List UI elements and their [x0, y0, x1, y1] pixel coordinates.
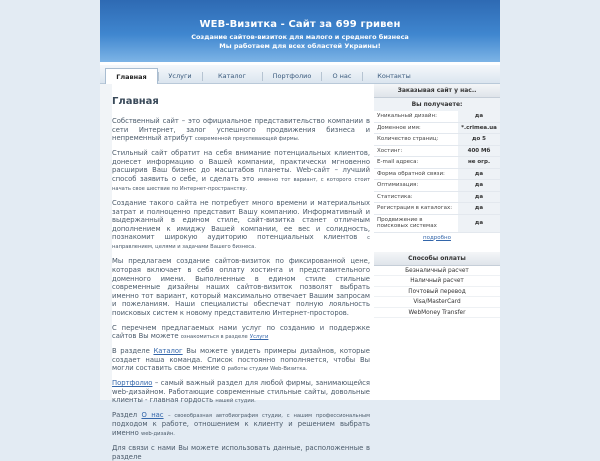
feature-label: Оптимизация:	[377, 182, 419, 188]
feature-value: да	[458, 215, 500, 232]
paragraph: Мы предлагаем создание сайтов-визиток по фиксированной цене, которая включает в себя оплату хостинга и представительного доменного имени. Выполненные в едином стиле стильные современные дизайны наших сайтов-визиток позволят выбрать именно тот вариант, который максимально отвечает Вашим запросам и пожеланиям. Наши специалисты обеспечат полную лояльность поисковых систем к новому представителю Интернет-просторов.	[112, 257, 370, 317]
paragraph-text: Стильный сайт обратит на себя внимание потенциальных клиентов, донесет информацию о Вашей компании, практически мгновенно расширив Ваш бизнес до масштабов планеты. Web-сайт – лучший способ заявить о себе, и сделать это	[112, 149, 370, 183]
main-content	[112, 84, 370, 461]
nav-divider	[362, 72, 363, 81]
site-subtitle-1: Создание сайтов-визиток для малого и среднего бизнеса	[191, 33, 409, 41]
about-link[interactable]: О нас	[141, 411, 164, 420]
tab-services[interactable]: Услуги	[168, 72, 192, 80]
feature-label: Уникальный дизайн:	[377, 113, 437, 119]
paragraph-small-text: нашей студии.	[215, 398, 256, 405]
feature-row	[374, 134, 500, 146]
feature-value: до 5	[458, 134, 500, 145]
feature-value: да	[458, 180, 500, 191]
paragraph-small-text: современной преуспевающей фирмы.	[194, 136, 300, 143]
paragraph	[112, 324, 370, 342]
feature-label: Регистрация в каталогах:	[377, 205, 453, 211]
main-nav	[100, 65, 500, 84]
payment-method: Наличный расчет	[374, 276, 500, 287]
paragraph-text: Раздел	[112, 411, 138, 420]
paragraph	[112, 117, 370, 143]
tab-home[interactable]: Главная	[105, 68, 158, 84]
paragraph-small-text: – своеобразная автобиография студии, с нашим профессиональным	[167, 413, 370, 420]
nav-divider	[321, 72, 322, 81]
feature-label: Хостинг:	[377, 147, 403, 154]
page-title: Главная	[112, 96, 159, 107]
sidebar-title: Заказывая сайт у нас..	[374, 84, 500, 98]
nav-divider	[262, 72, 263, 81]
paragraph-text: Вы можете увидеть примеры дизайнов, которые создает наша команда. Список постоянно пополняется, чтобы Вы могли составить свое мнение о	[112, 347, 370, 373]
payment-method: Почтовый перевод	[374, 287, 500, 298]
feature-row	[374, 123, 500, 135]
feature-row	[374, 157, 500, 169]
feature-label: Доменное имя:	[377, 124, 421, 131]
feature-value: да	[458, 192, 500, 203]
paragraph	[112, 199, 370, 251]
nav-divider	[202, 72, 203, 81]
paragraph: Для связи с нами Вы можете использовать данные, расположенные в разделе	[112, 444, 370, 461]
paragraph	[112, 149, 370, 193]
features-table	[374, 111, 500, 233]
paragraph-text: С перечнем предлагаемых нами услуг по созданию и поддержке сайтов Вы можете	[112, 323, 370, 341]
page	[100, 0, 500, 461]
feature-value: не огр.	[458, 157, 500, 168]
payment-title: Способы оплаты	[374, 252, 500, 266]
feature-label: Форма обратной связи:	[377, 170, 445, 177]
feature-label: Продвижение в поисковых системах	[377, 216, 437, 229]
payment-method: Безналичный расчет	[374, 266, 500, 277]
sidebar-subtitle: Вы получаете:	[374, 98, 500, 111]
feature-row	[374, 169, 500, 181]
site-title: WEB-Визитка - Сайт за 699 гривен	[199, 19, 401, 30]
feature-label: E-mail адреса:	[377, 159, 419, 165]
feature-row	[374, 203, 500, 215]
tab-portfolio[interactable]: Портфолио	[272, 72, 312, 80]
catalog-link[interactable]: Каталог	[153, 347, 183, 356]
paragraph-text: Создание такого сайта не потребует много времени и материальных затрат и полноценно представит Вашу компанию. Информативный и выдержанный в едином стиле, сайт-визитка станет отличным дополнением к имиджу Вашей компании, ее вес и солидность, познакомит широкую аудиторию потенциальных клиентов	[112, 198, 370, 242]
details-link[interactable]: подробно	[423, 234, 451, 241]
paragraph	[112, 411, 370, 438]
feature-row	[374, 215, 500, 233]
feature-label: Статистика:	[377, 193, 413, 200]
paragraph	[112, 347, 370, 373]
order-sidebar	[374, 84, 500, 400]
paragraph-small-text: работы студии Web-Визитка.	[227, 366, 308, 373]
feature-label: Количество страниц:	[377, 136, 439, 142]
feature-row	[374, 146, 500, 158]
feature-row	[374, 180, 500, 192]
site-header	[100, 0, 500, 62]
paragraph-small-text: web-дизайн.	[140, 431, 175, 438]
tab-contacts[interactable]: Контакты	[377, 72, 411, 80]
payment-method: Visa/MasterCard	[374, 297, 500, 308]
paragraph-text: – самый важный раздел для любой фирмы, занимающейся web-дизайном. Работающие современные стильные сайты, довольные клиенты - главная гордость	[112, 379, 370, 405]
nav-divider	[158, 72, 159, 81]
portfolio-link[interactable]: Портфолио	[112, 379, 153, 388]
feature-value: да	[458, 169, 500, 180]
paragraph-text: В разделе	[112, 347, 150, 356]
payment-list	[374, 266, 500, 319]
payment-method: WebMoney Transfer	[374, 308, 500, 319]
tab-catalog[interactable]: Каталог	[218, 72, 246, 80]
feature-value: да	[458, 203, 500, 214]
tab-about[interactable]: О нас	[332, 72, 352, 80]
paragraph	[112, 379, 370, 405]
paragraph-small-text: именно тот вариант, с которого стоит начать свое шествие по Интернет-пространству.	[112, 176, 370, 192]
paragraph-text: Собственный сайт – это официальное представительство компании в сети Интернет, залог успешного продвижения бизнеса и непременный атрибут	[112, 117, 370, 143]
feature-value: *.crimea.ua	[458, 123, 500, 134]
paragraph-small-text: ознакомиться в разделе	[180, 334, 248, 341]
services-link[interactable]: Услуги	[249, 334, 269, 341]
feature-value: да	[458, 111, 500, 122]
feature-row	[374, 111, 500, 123]
feature-value: 400 Мб	[458, 146, 500, 157]
site-subtitle-2: Мы работаем для всех областей Украины!	[219, 42, 381, 50]
left-gutter	[100, 84, 112, 400]
paragraph-small-text: с направлением, целями и задачами Вашего бизнеса.	[112, 235, 370, 251]
paragraph-text: подходом к работе, отношением к клиенту и решением выбрать именно	[112, 420, 370, 438]
feature-row	[374, 192, 500, 204]
